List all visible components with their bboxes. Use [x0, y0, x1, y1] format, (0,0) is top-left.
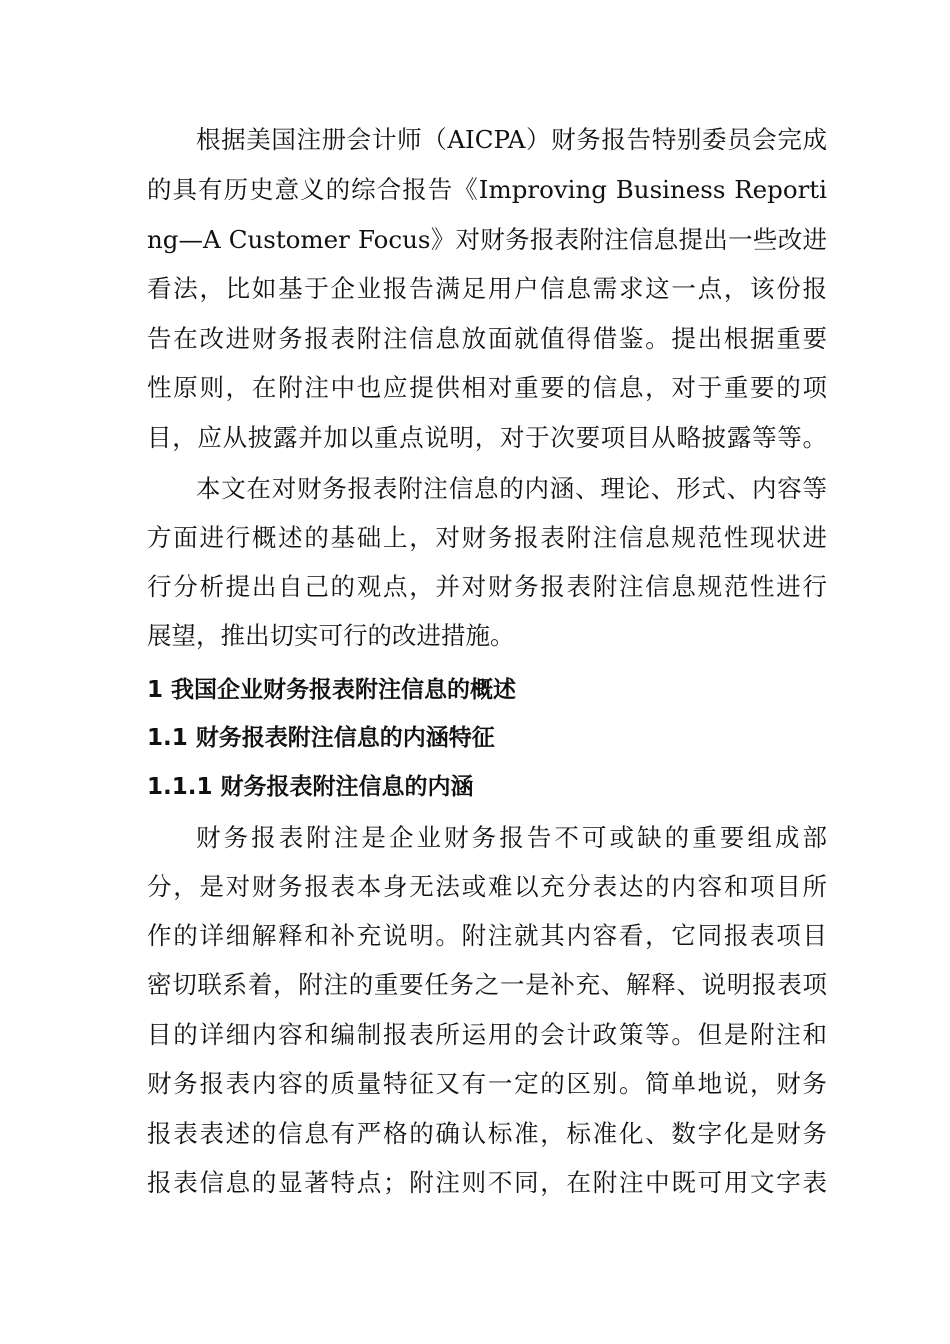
paragraph-2-line-1: 本文在对财务报表附注信息的内涵、理论、形式、内容等: [196, 474, 827, 503]
paragraph-1-line-2: 的具有历史意义的综合报告《Improving Business Reporti: [147, 175, 827, 204]
paragraph-2-line-2: 方面进行概述的基础上，对财务报表附注信息规范性现状进: [147, 523, 827, 552]
paragraph-3-line-3: 作的详细解释和补充说明。附注就其内容看，它同报表项目: [147, 921, 827, 950]
paragraph-1-line-4: 看法，比如基于企业报告满足用户信息需求这一点，该份报: [147, 274, 827, 303]
paragraph-1-line-5: 告在改进财务报表附注信息放面就值得借鉴。提出根据重要: [147, 324, 827, 353]
heading-1-1-1: 1.1.1 财务报表附注信息的内涵: [147, 774, 474, 800]
paragraph-1-line-6: 性原则，在附注中也应提供相对重要的信息，对于重要的项: [147, 373, 827, 402]
paragraph-3-line-2: 分，是对财务报表本身无法或难以充分表达的内容和项目所: [147, 872, 827, 901]
heading-1: 1 我国企业财务报表附注信息的概述: [147, 677, 517, 703]
paragraph-2-line-4: 展望，推出切实可行的改进措施。: [147, 621, 515, 650]
paragraph-1-line-1: 根据美国注册会计师（AICPA）财务报告特别委员会完成: [196, 125, 827, 154]
paragraph-3-line-4: 密切联系着，附注的重要任务之一是补充、解释、说明报表项: [147, 970, 827, 999]
paragraph-3-line-5: 目的详细内容和编制报表所运用的会计政策等。但是附注和: [147, 1020, 827, 1049]
paragraph-1-line-7: 目，应从披露并加以重点说明，对于次要项目从略披露等等。: [147, 423, 827, 452]
paragraph-1-line-3: ng—A Customer Focus》对财务报表附注信息提出一些改进: [147, 225, 827, 254]
paragraph-2-line-3: 行分析提出自己的观点，并对财务报表附注信息规范性进行: [147, 572, 827, 601]
paragraph-3-line-1: 财务报表附注是企业财务报告不可或缺的重要组成部: [196, 823, 827, 852]
heading-1-1: 1.1 财务报表附注信息的内涵特征: [147, 725, 495, 751]
paragraph-3-line-8: 报表信息的显著特点；附注则不同，在附注中既可用文字表: [147, 1168, 827, 1197]
paragraph-3-line-6: 财务报表内容的质量特征又有一定的区别。简单地说，财务: [147, 1069, 827, 1098]
paragraph-3-line-7: 报表表述的信息有严格的确认标准，标准化、数字化是财务: [147, 1119, 827, 1148]
